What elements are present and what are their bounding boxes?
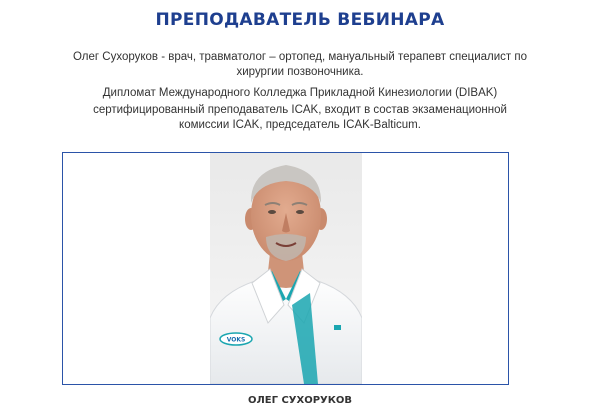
teacher-portrait (210, 153, 362, 384)
teacher-name: ОЛЕГ СУХОРУКОВ (247, 395, 353, 406)
bio-paragraph-3: сертифицированный преподаватель ICAK, входит в состав экзаменационной комиссии ICAK, председатель ICAK-Balticum. (93, 104, 507, 131)
page-title: ПРЕПОДАВАТЕЛЬ ВЕБИНАРА (155, 10, 445, 30)
bio-paragraph-1: Олег Сухоруков - врач, травматолог – ортопед, мануальный терапевт специалист по хирургии позвоночника. (72, 51, 528, 78)
bio-paragraph-2: Дипломат Международного Колледжа Прикладной Кинезиологии (DIBAK) (102, 87, 498, 99)
coat-logo-text: VOKS (226, 336, 246, 344)
teacher-photo-frame (62, 152, 509, 385)
